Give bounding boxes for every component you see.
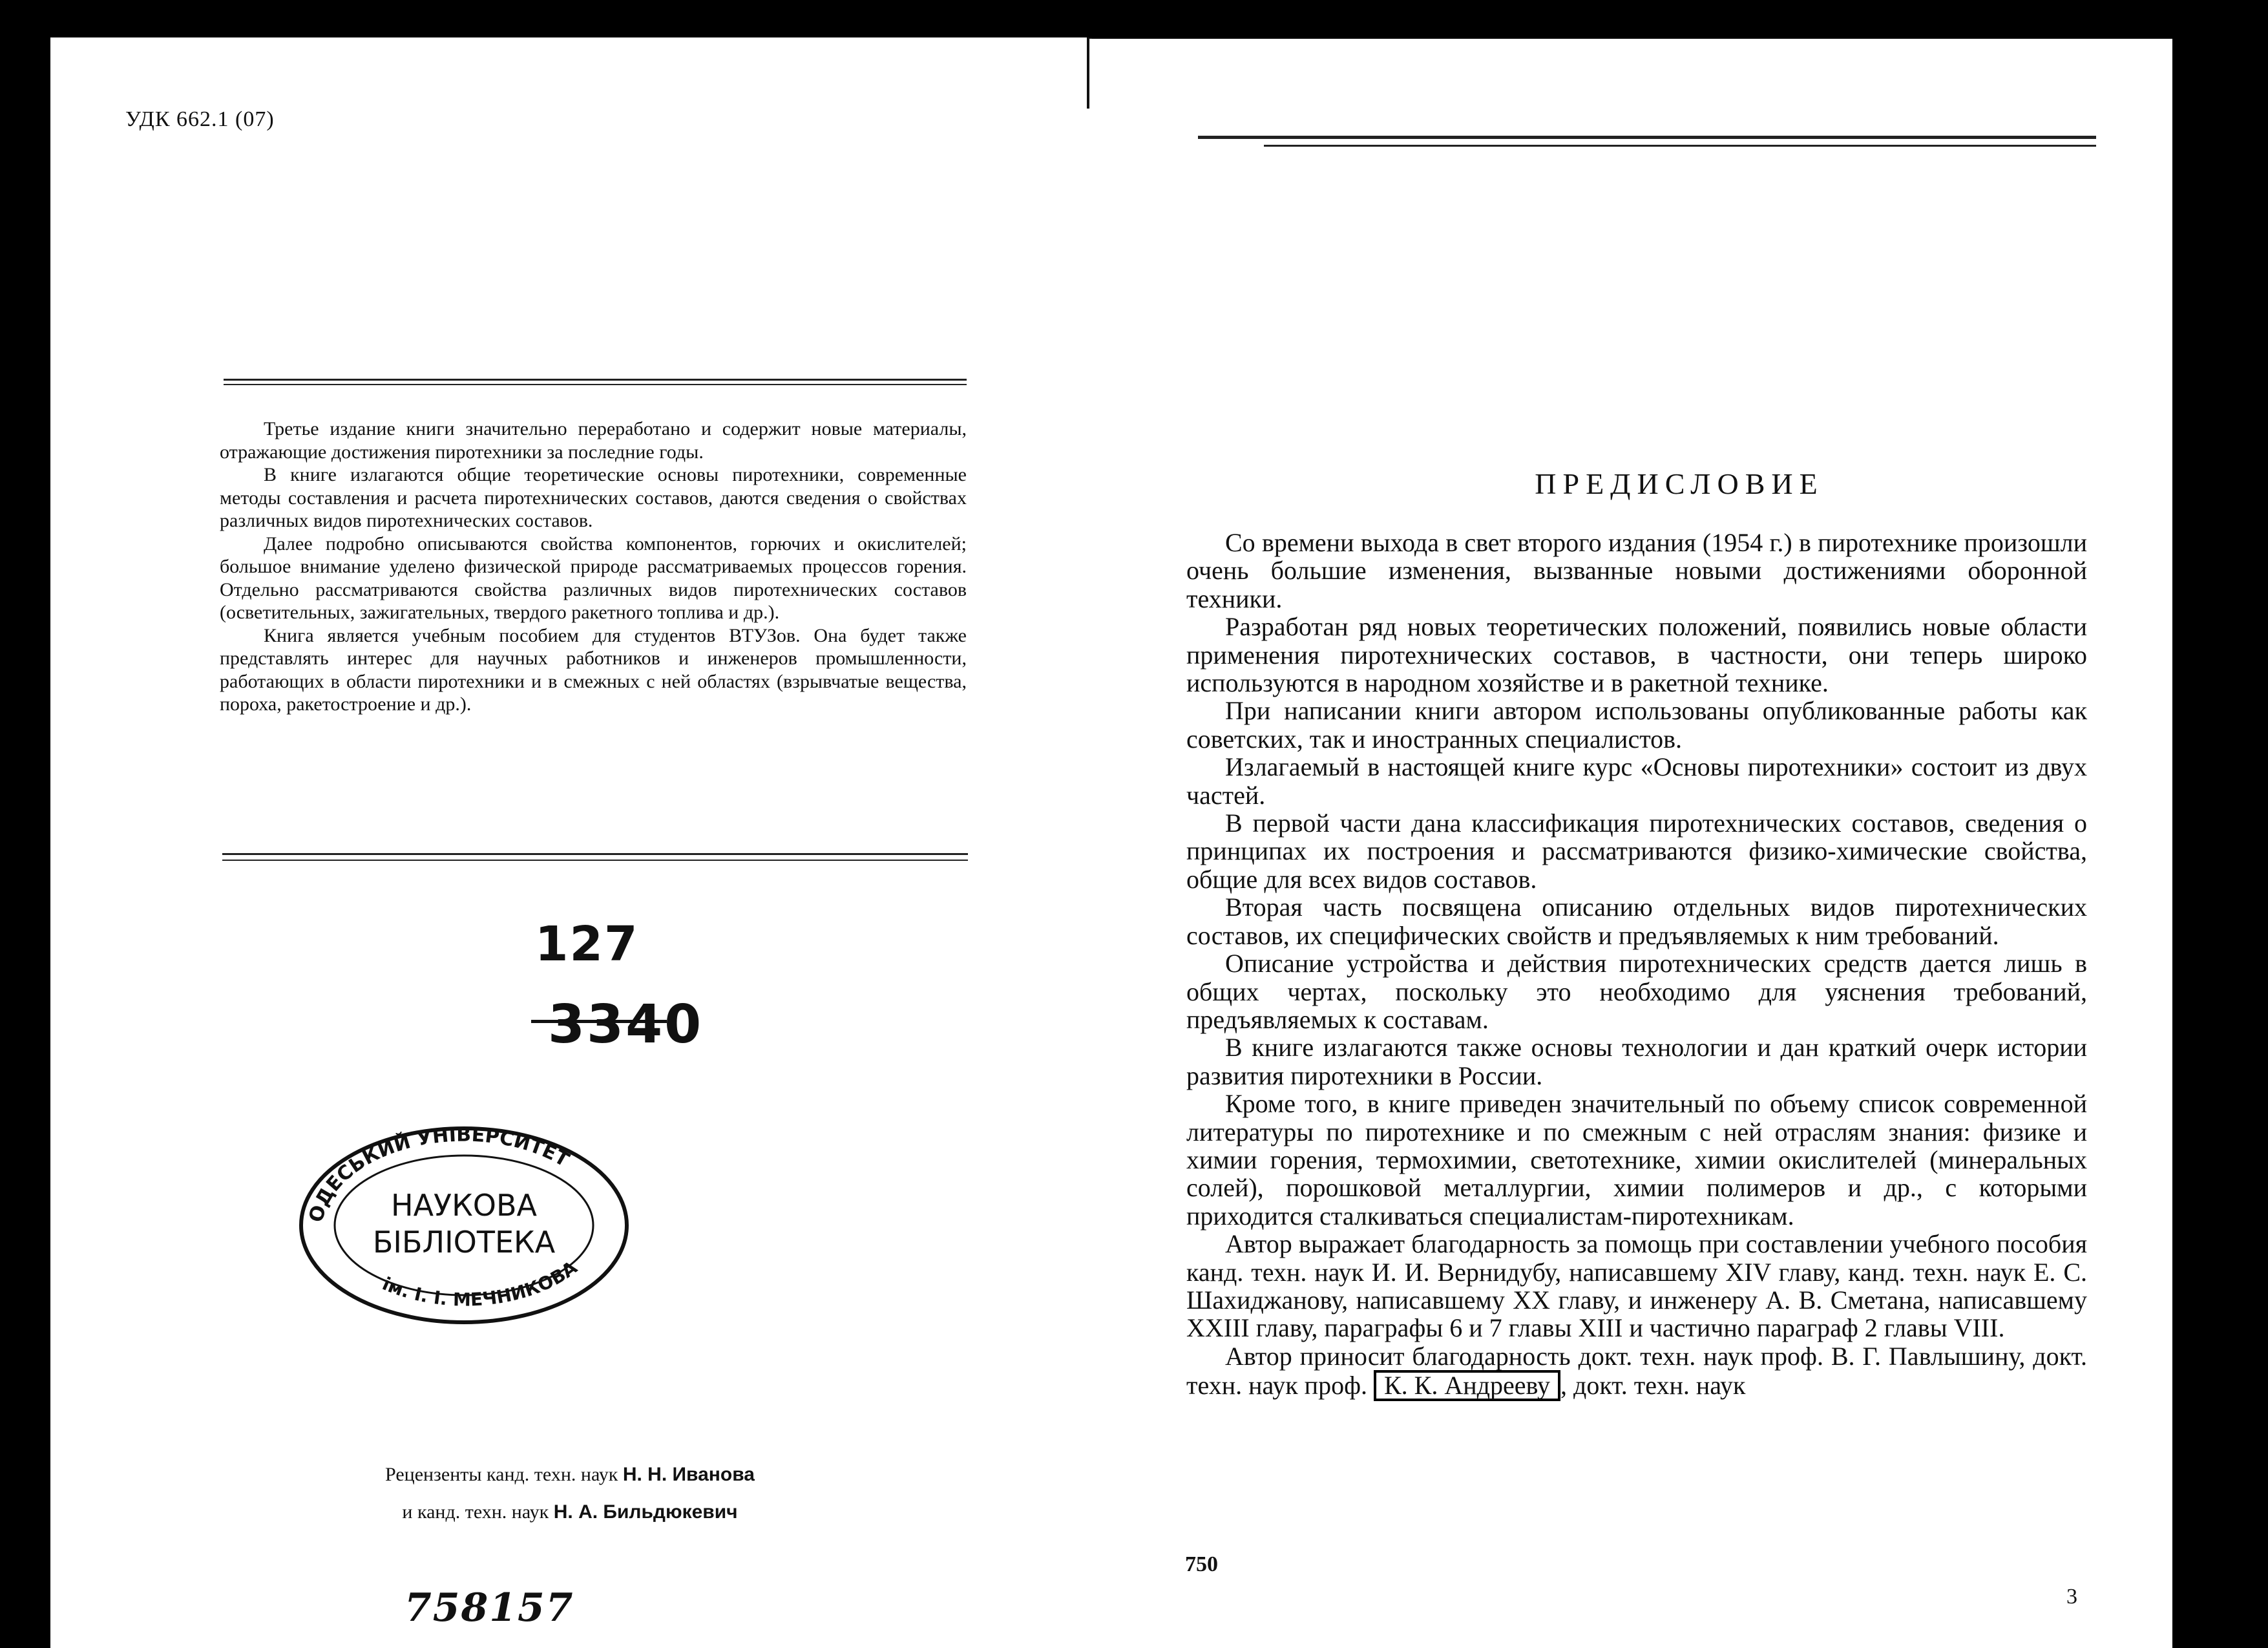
- preface-paragraph: Разработан ряд новых теоретических положений, появились новые области применения пиротехнических составов, в частности, они теперь широко используются в народном хозяйстве и в ракетной технике.: [1186, 612, 2087, 698]
- reviewers: [180, 1456, 960, 1531]
- preface-title: ПРЕДИСЛОВИЕ: [1535, 467, 1824, 500]
- right-page: [1089, 39, 2172, 1648]
- annotation-paragraph: Книга является учебным пособием для студентов ВТУЗов. Она будет также представлять интерес для научных работников и инженеров промышленности, работающих в области пиротехники и в смежных с ней областях (взрывчатые вещества, пороха, ракетостроение и др.).: [220, 624, 967, 715]
- reviewer-line-2: и канд. техн. наук Н. А. Бильдюкевич: [402, 1501, 738, 1523]
- handwritten-shelf-number-top: 127: [535, 916, 639, 972]
- inventory-number: 758157: [404, 1585, 574, 1631]
- stamp-line-2: БІБЛІОТЕКА: [372, 1225, 556, 1260]
- stamp-arc-bottom: ім. І. І. МЕЧНИКОВА: [379, 1256, 582, 1311]
- preface-paragraph: Описание устройства и действия пиротехнических средств дается лишь в общих чертах, поскольку это необходимо для уяснения требований, предъявляемых к составам.: [1186, 949, 2087, 1034]
- annotation-paragraph: Третье издание книги значительно переработано и содержит новые материалы, отражающие достижения пиротехники за последние годы.: [220, 418, 967, 463]
- stamp-line-1: НАУКОВА: [391, 1188, 537, 1223]
- annotation-bottom-rule: [222, 853, 968, 855]
- annotation-top-rule-thin: [224, 384, 967, 385]
- stamp-arc-top: ОДЕСЬКИЙ УНІВЕРСИТЕТ: [304, 1123, 573, 1225]
- preface-paragraph: В книге излагаются также основы технологии и дан краткий очерк истории развития пиротехники в России.: [1186, 1033, 2087, 1090]
- annotation-block: [220, 417, 967, 716]
- library-stamp: [296, 1115, 632, 1327]
- annotation-paragraph: Далее подробно описываются свойства компонентов, горючих и окислителей; большое внимание уделено физической природе рассматриваемых процессов горения. Отдельно рассматриваются свойства различных видов пиротехнических составов (осветительных, зажигательных, твердого ракетного топлива и др.).: [220, 533, 967, 623]
- preface-paragraph: Автор выражает благодарность за помощь при составлении учебного пособия канд. техн. наук И. И. Вернидубу, написавшему XIV главу, канд. техн. наук Е. С. Шахиджанову, написавшему XX главу, и инженеру А. В. Сметана, написавшему XXIII главу, параграфы 6 и 7 главы XIII и частично параграф 2 главы VIII.: [1186, 1229, 2087, 1343]
- preface-paragraph: Излагаемый в настоящей книге курс «Основы пиротехники» состоит из двух частей.: [1186, 752, 2087, 810]
- signature-mark: 750: [1185, 1552, 1218, 1576]
- page-number: 3: [2066, 1585, 2077, 1609]
- preface-paragraph-last: Автор приносит благодарность докт. техн. наук проф. В. Г. Павлышину, докт. техн. наук проф. К. К. Андрееву , докт. техн. наук: [1186, 1341, 2087, 1400]
- handwritten-shelf-number-bottom: 3340: [548, 994, 704, 1055]
- annotation-paragraph: В книге излагаются общие теоретические основы пиротехники, современные методы составления и расчета пиротехнических составов, даются сведения о свойствах различных видов пиротехнических составов.: [220, 464, 967, 531]
- preface-paragraph: Вторая часть посвящена описанию отдельных видов пиротехнических составов, их специфических свойств и предъявляемых к ним требований.: [1186, 893, 2087, 950]
- preface-paragraph: При написании книги автором использованы опубликованные работы как советских, так и иностранных специалистов.: [1186, 696, 2087, 754]
- annotation-top-rule: [224, 379, 967, 381]
- annotation-bottom-rule-thin: [222, 860, 968, 861]
- preface-paragraph: Кроме того, в книге приведен значительный по объему список современной литературы по пиротехнике и по смежным с ней отраслям знания: физике и химии горения, термохимии, светотехнике, химии окислителей (минеральных солей), порошковой металлургии, химии полимеров и др., с которыми приходится сталкиваться специалистам-пиротехникам.: [1186, 1089, 2087, 1231]
- header-rule: [1198, 136, 2096, 139]
- preface-paragraph: В первой части дана классификация пиротехнических составов, сведения о принципах их построения и рассматриваются физико-химические свойства, общие для всех видов составов.: [1186, 808, 2087, 894]
- reviewer-line-1: Рецензенты канд. техн. наук Н. Н. Иванова: [385, 1464, 755, 1485]
- left-page: [50, 37, 1089, 1648]
- preface-paragraph: Со времени выхода в свет второго издания (1954 г.) в пиротехнике произошли очень большие изменения, вызванные новыми достижениями оборонной техники.: [1186, 528, 2087, 613]
- udc-code: УДК 662.1 (07): [125, 107, 275, 131]
- highlighted-name-box: К. К. Андрееву: [1374, 1370, 1560, 1401]
- reviewer-name-1: Н. Н. Иванова: [622, 1464, 755, 1485]
- preface-body: [1186, 529, 2087, 1401]
- reviewer-name-2: Н. А. Бильдюкевич: [553, 1501, 738, 1523]
- header-rule-thin: [1264, 145, 2096, 147]
